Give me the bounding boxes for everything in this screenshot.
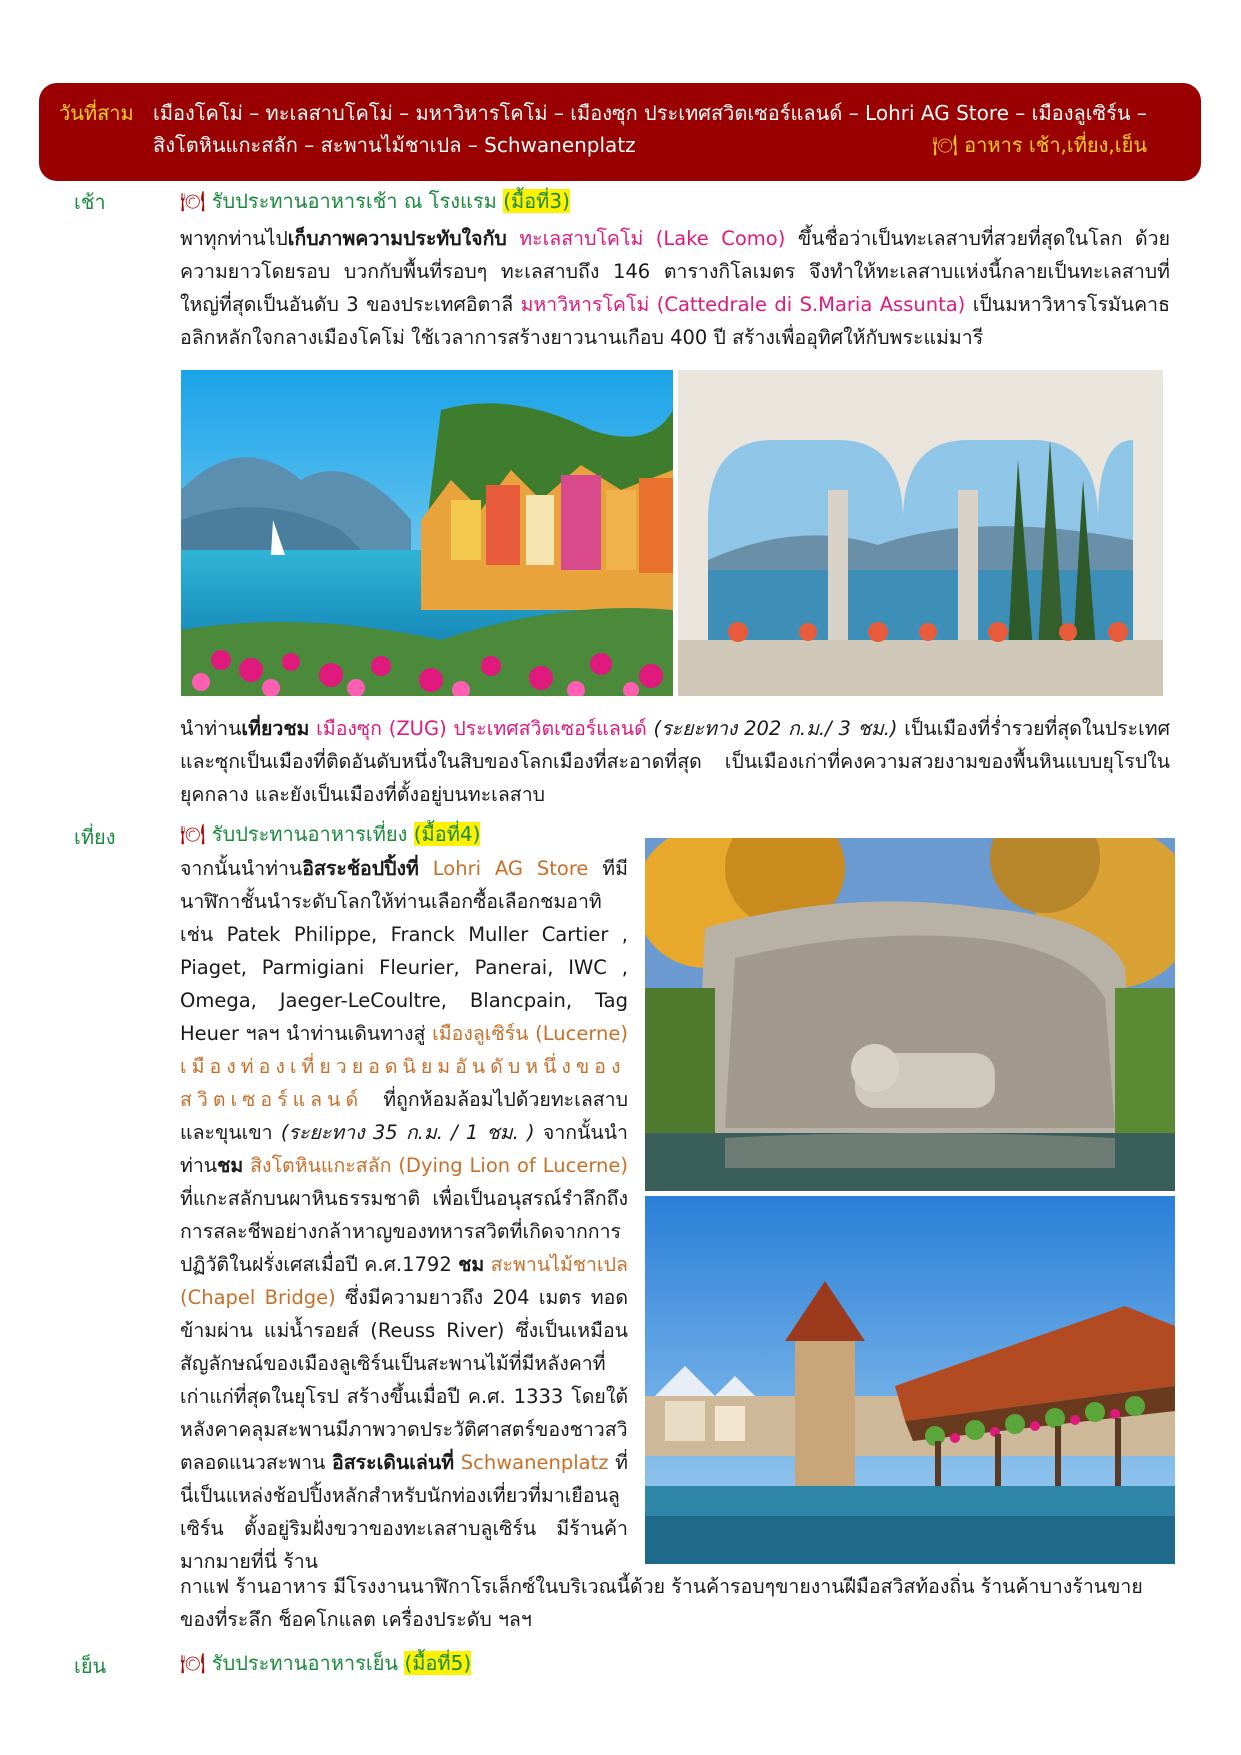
meal-dinner xyxy=(180,1648,471,1678)
highlight-dying-lion: สิงโตหินแกะสลัก (Dying Lion of Lucerne) xyxy=(250,1154,628,1177)
chapel-bridge-illustration xyxy=(645,1196,1175,1564)
distance-note: (ระยะทาง 202 ก.ม./ 3 ชม.) xyxy=(653,717,898,740)
text: จากนั้นนำท่าน xyxy=(180,857,303,880)
meal-label: รับประทานอาหารเย็น xyxy=(211,1651,399,1675)
meal-icon: 🍽 xyxy=(180,1651,206,1675)
paragraph-lucerne xyxy=(180,852,628,1578)
time-morning: เช้า xyxy=(74,190,106,214)
text: ซึ่งมีความยาวถึง 204 เมตร ทอดข้ามผ่าน แม่น้ำรอยส์ (Reuss River) ซึ่งเป็นเหมือนสัญลักษณ์ของเมืองลูเซิร์นเป็นสะพานไม้ที่มีหลังคาที่เก่าแก่ที่สุดในยุโรป สร้างขึ้นเมื่อปี ค.ศ. 1333 โดยใต้หลังคาคลุมสะพานมีภาพวาดประวัติศาสตร์ของชาวสวิตลอดแนวสะพาน xyxy=(180,1286,628,1474)
highlight-cathedral: มหาวิหารโคโม่ (Cattedrale di S.Maria Assunta) xyxy=(520,293,966,316)
highlight-lohri-store: Lohri AG Store xyxy=(432,857,589,880)
time-evening: เย็น xyxy=(74,1654,107,1678)
photo-como-arches xyxy=(678,370,1163,696)
time-noon: เที่ยง xyxy=(74,825,116,849)
text: ที่นี่เป็นแหล่งช้อปปิ้งหลักสำหรับนักท่องเที่ยวที่มาเยือนลูเซิร์น ตั้งอยู่ริมฝั่งขวาของทะเลสาบลูเซิร์น มีร้านค้ามากมายที่นี่ ร้าน xyxy=(180,1451,628,1573)
bold-text: ชม xyxy=(217,1154,244,1177)
text: เป็นมหาวิหารโรมันคาธอลิกหลักใจกลางเมืองโคโม่ ใช้เวลาการสร้างยาวนานเกือบ 400 ปี สร้างเพื่ออุทิศให้กับพระแม่มารี xyxy=(180,293,1170,349)
dying-lion-illustration xyxy=(645,838,1175,1191)
text xyxy=(454,1451,461,1474)
bold-text: อิสระเดินเล่นที่ xyxy=(332,1451,455,1474)
meal-lunch xyxy=(180,819,480,849)
itinerary-line-1: เมืองโคโม่ – ทะเลสาบโคโม่ – มหาวิหารโคโม่ – เมืองซุก ประเทศสวิตเซอร์แลนด์ – Lohri AG Store – เมืองลูเซิร์น – xyxy=(153,101,1147,125)
day-banner xyxy=(39,83,1201,181)
text: เป็นเมืองที่ร่ำรวยที่สุดในประเทศและซุกเป็นเมืองที่ติดอันดับหนึ่งในสิบของโลกเมืองที่สะอาดที่สุด เป็นเมืองเก่าที่คงความสวยงามของพื้นหินแบบยุโรปในยุคกลาง และยังเป็นเมืองที่ตั้งอยู่บนทะเลสาบ xyxy=(180,717,1171,806)
text: พาทุกท่านไป xyxy=(180,227,288,250)
highlight-lucerne: เมืองลูเซิร์น (Lucerne) xyxy=(432,1022,628,1045)
distance-note: (ระยะทาง 35 ก.ม. / 1 ชม. ) xyxy=(280,1121,535,1144)
highlight-chapel-bridge: สะพานไม้ชาเปล (Chapel Bridge) xyxy=(180,1253,628,1309)
day-label: วันที่สาม xyxy=(59,101,134,125)
bold-text: อิสระช้อปปิ้งที่ xyxy=(302,857,419,880)
text: ที่แกะสลักบนผาหินธรรมชาติ เพื่อเป็นอนุสรณ์รำลึกถึงการสละชีพอย่างกล้าหาญของทหารสวิตที่เกิดจากการปฏิวัติในฝรั่งเศสเมื่อปี ค.ศ.1792 xyxy=(180,1187,628,1276)
highlight-zug: เมืองซุก (ZUG) ประเทศสวิตเซอร์แลนด์ xyxy=(316,717,647,740)
meal-number: (มื้อที่3) xyxy=(503,189,570,213)
text: ที่ถูกห้อมล้อมไปด้วยทะเลสาบและขุนเขา xyxy=(180,1088,628,1144)
lake-como-illustration xyxy=(181,370,673,696)
highlight-schwanenplatz: Schwanenplatz xyxy=(460,1451,609,1474)
photo-lake-como xyxy=(181,370,673,696)
paragraph-como xyxy=(180,222,1170,354)
meals-summary xyxy=(932,129,1147,161)
arches-illustration xyxy=(678,370,1163,696)
meal-number: (มื้อที่4) xyxy=(413,822,481,846)
bold-text: เก็บภาพความประทับใจกับ xyxy=(287,227,507,250)
text: ขึ้นชื่อว่าเป็นทะเลสาบที่สวยที่สุดในโลก ด้วยความยาวโดยรอบ บวกกับพื้นที่รอบๆ ทะเลสาบถึง 146 ตารางกิโลเมตร จึงทำให้ทะเลสาบแห่งนี้กลายเป็นทะเลสาบที่ใหญ่ที่สุดเป็นอันดับ 3 ของประเทศอิตาลี xyxy=(180,227,1171,316)
meal-icon: 🍽 xyxy=(180,822,206,846)
text xyxy=(647,717,654,740)
itinerary-line-2: สิงโตหินแกะสลัก – สะพานไม้ชาเปล – Schwanenplatz xyxy=(153,133,636,157)
highlight-lake-como: ทะเลสาบโคโม่ (Lake Como) xyxy=(519,227,786,250)
meal-label: รับประทานอาหารเช้า ณ โรงแรม xyxy=(211,189,497,213)
paragraph-lucerne-continued: กาแฟ ร้านอาหาร มีโรงงานนาฬิกาโรเล็กซ์ในบริเวณนี้ด้วย ร้านค้ารอบๆขายงานฝีมือสวิสท้องถิ่น ร้านค้าบางร้านขายของที่ระลึก ช็อคโกแลต เครื่องประดับ ฯลฯ xyxy=(180,1575,1143,1631)
meal-number: (มื้อที่5) xyxy=(404,1651,472,1675)
meal-breakfast xyxy=(180,186,570,216)
text: นำท่าน xyxy=(180,717,242,740)
text xyxy=(507,227,519,250)
text xyxy=(419,857,433,880)
bold-text: ชม xyxy=(458,1253,485,1276)
meal-icon: 🍽 xyxy=(180,189,206,213)
text: จากนั้นนำท่าน xyxy=(180,1121,629,1177)
meal-label: รับประทานอาหารเที่ยง xyxy=(211,822,408,846)
meal-icon: 🍽 xyxy=(932,133,958,157)
bold-text: เที่ยวชม xyxy=(241,717,310,740)
text: ทีมีนาฬิกาชั้นนำระดับโลกให้ท่านเลือกซื้อเลือกชมอาทิ เช่น Patek Philippe, Franck Muller Cartier , Piaget, Parmigiani Fleurier, Panerai, IWC , Omega, Jaeger-LeCoultre, Blancpain, Tag Heuer ฯลฯ นำท่านเดินทางสู่ xyxy=(180,857,628,1045)
meals-text: อาหาร เช้า,เที่ยง,เย็น xyxy=(964,133,1147,157)
paragraph-zug xyxy=(180,712,1170,811)
photo-chapel-bridge xyxy=(645,1196,1175,1564)
highlight-popular-city: เมืองท่องเที่ยวยอดนิยมอันดับหนึ่งของสวิตเซอร์แลนด์ xyxy=(180,1055,626,1111)
photo-dying-lion xyxy=(645,838,1175,1191)
